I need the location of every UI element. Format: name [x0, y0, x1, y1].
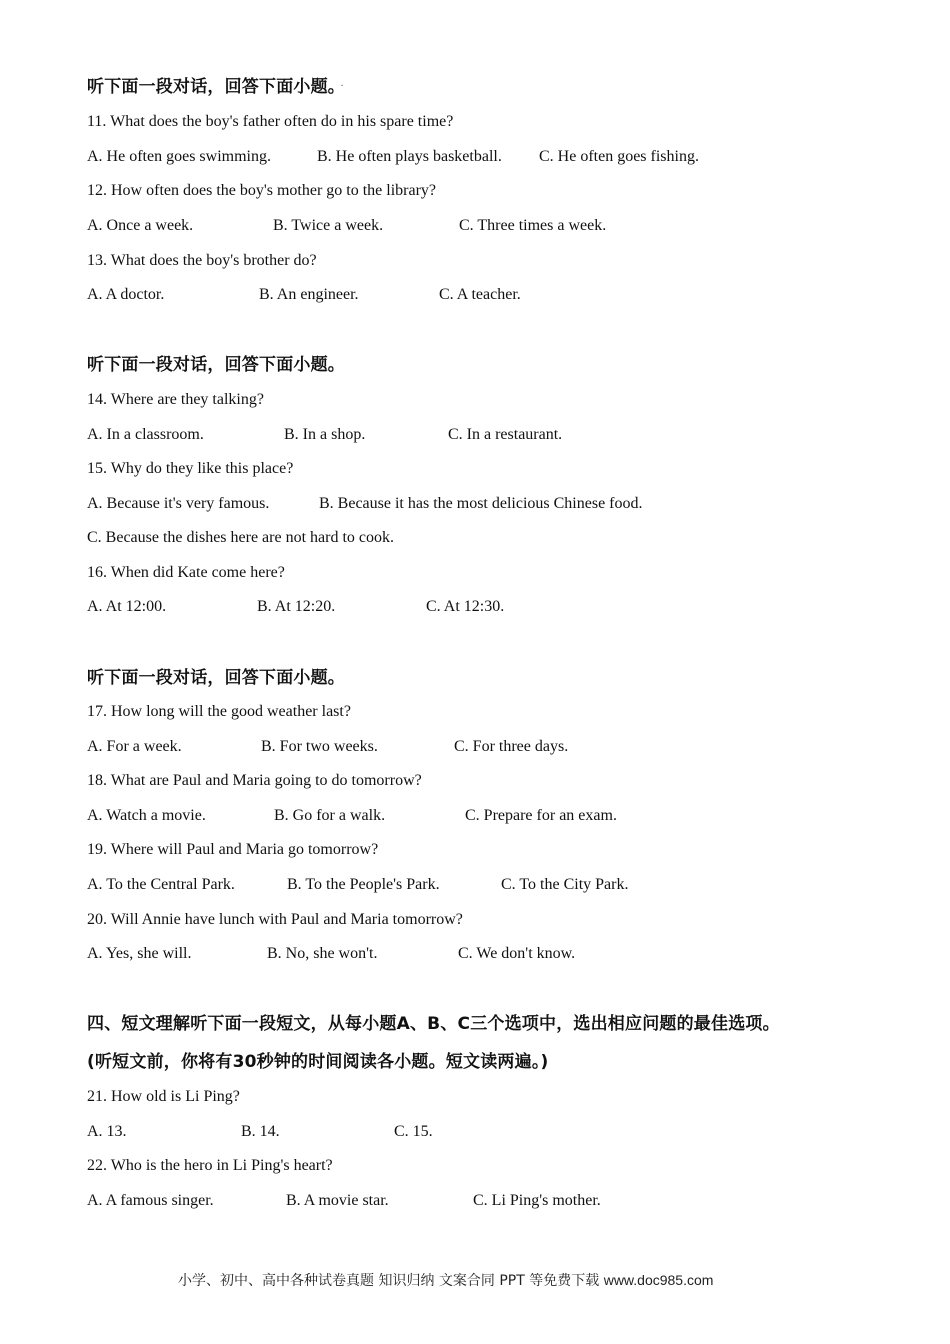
- question-stem: 14. Where are they talking?: [87, 391, 264, 408]
- option-b: B. He often plays basketball.: [317, 148, 502, 165]
- option-c: C. For three days.: [454, 738, 569, 755]
- question-stem: 12. How often does the boy's mother go to the library?: [87, 182, 437, 199]
- option-c: C. At 12:30.: [426, 598, 505, 615]
- question-stem: 22. Who is the hero in Li Ping's heart?: [87, 1157, 333, 1174]
- section-heading: 听下面一段对话，回答下面小题。: [87, 355, 345, 375]
- option-a: A. Because it's very famous.: [87, 495, 270, 512]
- option-c: C. We don't know.: [458, 945, 576, 962]
- heading-mark: ·: [340, 81, 344, 92]
- question-stem: 13. What does the boy's brother do?: [87, 252, 317, 269]
- option-a: A. Yes, she will.: [87, 945, 192, 962]
- option-b: B. To the People's Park.: [287, 876, 440, 893]
- question-stem: 11. What does the boy's father often do in his spare time?: [87, 113, 454, 130]
- option-a: A. At 12:00.: [87, 598, 167, 615]
- section-instruction: (听短文前，你将有30秒钟的时间阅读各小题。短文读两遍。): [87, 1052, 549, 1072]
- option-a: A. For a week.: [87, 738, 182, 755]
- option-a: A. To the Central Park.: [87, 876, 235, 893]
- footer-text: 小学、初中、高中各种试卷真题 知识归纳 文案合同 PPT 等免费下载: [178, 1273, 600, 1289]
- option-b: B. Go for a walk.: [274, 807, 386, 824]
- option-b: B. In a shop.: [284, 426, 366, 443]
- option-b: B. For two weeks.: [261, 738, 378, 755]
- option-c: C. Prepare for an exam.: [465, 807, 617, 824]
- option-a: A. 13.: [87, 1123, 127, 1140]
- footer-link[interactable]: www.doc985.com: [603, 1272, 714, 1288]
- option-c: C. In a restaurant.: [448, 426, 563, 443]
- question-stem: 20. Will Annie have lunch with Paul and Maria tomorrow?: [87, 911, 463, 928]
- question-stem: 16. When did Kate come here?: [87, 564, 285, 581]
- question-stem: 18. What are Paul and Maria going to do tomorrow?: [87, 772, 422, 789]
- option-c: C. Because the dishes here are not hard to cook.: [87, 529, 395, 546]
- question-stem: 15. Why do they like this place?: [87, 460, 294, 477]
- option-a: A. In a classroom.: [87, 426, 204, 443]
- option-b: B. Twice a week.: [273, 217, 384, 234]
- option-a: A. Once a week.: [87, 217, 194, 234]
- option-c: C. To the City Park.: [501, 876, 629, 893]
- option-c: C. Li Ping's mother.: [473, 1192, 601, 1209]
- section-heading: 四、短文理解听下面一段短文，从每小题A、B、C三个选项中，选出相应问题的最佳选项。: [87, 1014, 780, 1034]
- option-c: C. Three times a week.: [459, 217, 607, 234]
- page-footer: [178, 1270, 713, 1291]
- section-heading: 听下面一段对话，回答下面小题。: [87, 668, 345, 688]
- option-b: B. Because it has the most delicious Chinese food.: [319, 495, 643, 512]
- question-stem: 17. How long will the good weather last?: [87, 703, 351, 720]
- option-c: C. A teacher.: [439, 286, 521, 303]
- option-a: A. A doctor.: [87, 286, 165, 303]
- option-a: A. A famous singer.: [87, 1192, 214, 1209]
- option-a: A. Watch a movie.: [87, 807, 206, 824]
- question-stem: 21. How old is Li Ping?: [87, 1088, 240, 1105]
- option-a: A. He often goes swimming.: [87, 148, 271, 165]
- option-b: B. At 12:20.: [257, 598, 336, 615]
- option-c: C. 15.: [394, 1123, 433, 1140]
- option-b: B. 14.: [241, 1123, 280, 1140]
- option-b: B. An engineer.: [259, 286, 359, 303]
- option-c: C. He often goes fishing.: [539, 148, 699, 165]
- option-b: B. No, she won't.: [267, 945, 378, 962]
- option-b: B. A movie star.: [286, 1192, 389, 1209]
- section-heading: 听下面一段对话，回答下面小题。 ·: [87, 77, 344, 97]
- question-stem: 19. Where will Paul and Maria go tomorrow?: [87, 841, 379, 858]
